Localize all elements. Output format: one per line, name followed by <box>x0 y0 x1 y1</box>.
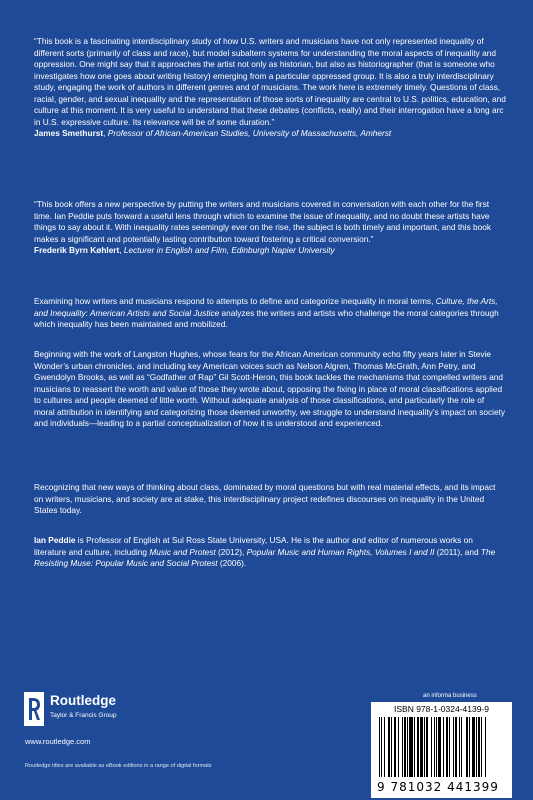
barcode-bar <box>394 717 396 777</box>
quote-attribution: Frederik Byrn Køhlert, Lecturer in English and Film, Edinburgh Napier University <box>34 245 335 255</box>
barcode-bar <box>420 717 423 777</box>
barcode-bar <box>453 717 454 777</box>
quote-text: “This book is a fascinating interdisciplinary study of how U.S. writers and musicians have not only represented inequality of different sorts (primarily of class and race), but model subaltern systems for understanding the moral aspects of inequality and oppression. One might say that it approaches the artist not only as historian, but also as historiographer (that is someone who investigates how one goes about writing history) emerging from a particular oppressed group. It is also a truly interdisciplinary study, engaging the work of authors in different genres and of musicians. The work here is extremely timely. Questions of class, racial, gender, and sexual inequality and the representation of those sorts of inequality are central to U.S. politics, education, and culture at this moment. It is very useful to understand that these debates (conflicts, really) and their interrogation have a long arc in U.S. expressive culture. Its relevance will be of some duration.” <box>34 36 506 127</box>
barcode-bar <box>481 717 482 777</box>
barcode-bar <box>384 717 385 777</box>
barcode-bar <box>443 717 444 777</box>
barcode-bar <box>455 717 457 777</box>
barcode-bar <box>391 717 392 777</box>
book-title: Culture, the Arts, and Inequality: American Artists and Social Justice <box>34 296 498 318</box>
quote-attribution: James Smethurst, Professor of African-American Studies, University of Massachusetts, Amherst <box>34 128 392 138</box>
reviewer-name: Frederik Byrn Køhlert <box>34 245 120 255</box>
reviewer-role: Professor of African-American Studies, University of Massachusetts, Amherst <box>107 128 392 138</box>
barcode-bar <box>379 717 380 777</box>
barcode-bar <box>398 717 399 777</box>
barcode-bar <box>436 717 437 777</box>
barcode-bar <box>459 717 460 777</box>
barcode-bar <box>472 717 475 777</box>
barcode-bar <box>404 717 406 777</box>
publisher-tagline: Taylor & Francis Group <box>50 712 117 719</box>
barcode-bar <box>466 717 468 777</box>
ebook-note: Routledge titles are available as eBook editions in a range of digital formats <box>25 763 212 769</box>
publisher-name: Routledge <box>50 693 116 708</box>
barcode-bar <box>476 717 477 777</box>
barcode-bar <box>417 717 419 777</box>
author-name: Ian Peddie <box>34 535 76 545</box>
description-paragraph-1: Examining how writers and musicians respond to attempts to define and categorize inequality in moral terms, Culture, the Arts, and Inequality: American Artists and Social Justice analyzes the writers and artists who challenge the moral categories through which inequality has been maintained and mobilized. <box>34 296 499 329</box>
barcode-bar <box>381 717 382 777</box>
review-quote-1 <box>34 36 506 140</box>
routledge-logo-icon <box>24 692 44 726</box>
barcode-bar <box>446 717 448 777</box>
barcode-bar <box>434 717 435 777</box>
quote-text: “This book offers a new perspective by putting the writers and musicians covered in conversation with each other for the first time. Ian Peddie puts forward a useful lens through which to examine the issue of inequality, and no doubt these artists have things to say about it. With inequality rates seemingly ever on the rise, the subject is both timely and important, and this book makes a significant and potentially lasting contribution toward fostering a critical conversion.” <box>34 199 492 244</box>
barcode-bar <box>431 717 432 777</box>
barcode-bar <box>461 717 462 777</box>
barcode-bar <box>409 717 413 777</box>
barcode-bar <box>469 717 470 777</box>
description-paragraph-3: Recognizing that new ways of thinking about class, dominated by moral questions but with real material effects, and its impact on writers, musicians, and society are at stake, this interdisciplinary project redefines discourses on inequality in the United States today. <box>34 482 496 515</box>
review-quote-2 <box>34 199 506 257</box>
barcode-bar <box>414 717 415 777</box>
barcode-bar <box>449 717 450 777</box>
barcode-bar <box>388 717 390 777</box>
barcode-bar <box>478 717 480 777</box>
barcode-bar <box>402 717 403 777</box>
publisher-website: www.routledge.com <box>25 737 91 746</box>
isbn-barcode <box>371 702 512 798</box>
barcode-bar <box>424 717 425 777</box>
barcode-bars <box>377 717 506 779</box>
reviewer-role: Lecturer in English and Film, Edinburgh Napier University <box>123 245 335 255</box>
barcode-digits: 9 781032 441399 <box>377 780 499 794</box>
barcode-bar <box>407 717 408 777</box>
author-bio: Ian Peddie is Professor of English at Sul Ross State University, USA. He is the author and editor of numerous works on literature and culture, including Music and Protest (2012), Popular Music and Human Rights, Volumes I and II (2011), and The Resisting Muse: Popular Music and Social Protest (2006). <box>34 535 496 568</box>
description-paragraph-2: Beginning with the work of Langston Hughes, whose fears for the African American community echo fifty years later in Stevie Wonder’s urban chronicles, and including key American voices such as Nelson Algren, Thomas McGrath, Ann Petry, and Gwendolyn Brooks, as well as “Godfather of Rap” Gil Scott-Heron, this book tackles the mechanisms that compelled writers and musicians to reassert the worth and value of those they wrote about, opposing the fixing in place of moral classifications applied to cultures and people deemed of little worth. Without adequate analysis of those classifications, and particularly the role of moral attribution in identifying and categorizing those deemed unworthy, we struggle to understand inequality’s impact on society and individuals—leading to a partial conceptualization of how it is understood and experienced. <box>34 349 506 428</box>
isbn-label: ISBN 978-1-0324-4139-9 <box>394 704 489 714</box>
informa-label: an informa business <box>423 693 477 699</box>
reviewer-name: James Smethurst <box>34 128 104 138</box>
barcode-bar <box>485 717 486 777</box>
barcode-bar <box>426 717 428 777</box>
barcode-bar <box>438 717 441 777</box>
